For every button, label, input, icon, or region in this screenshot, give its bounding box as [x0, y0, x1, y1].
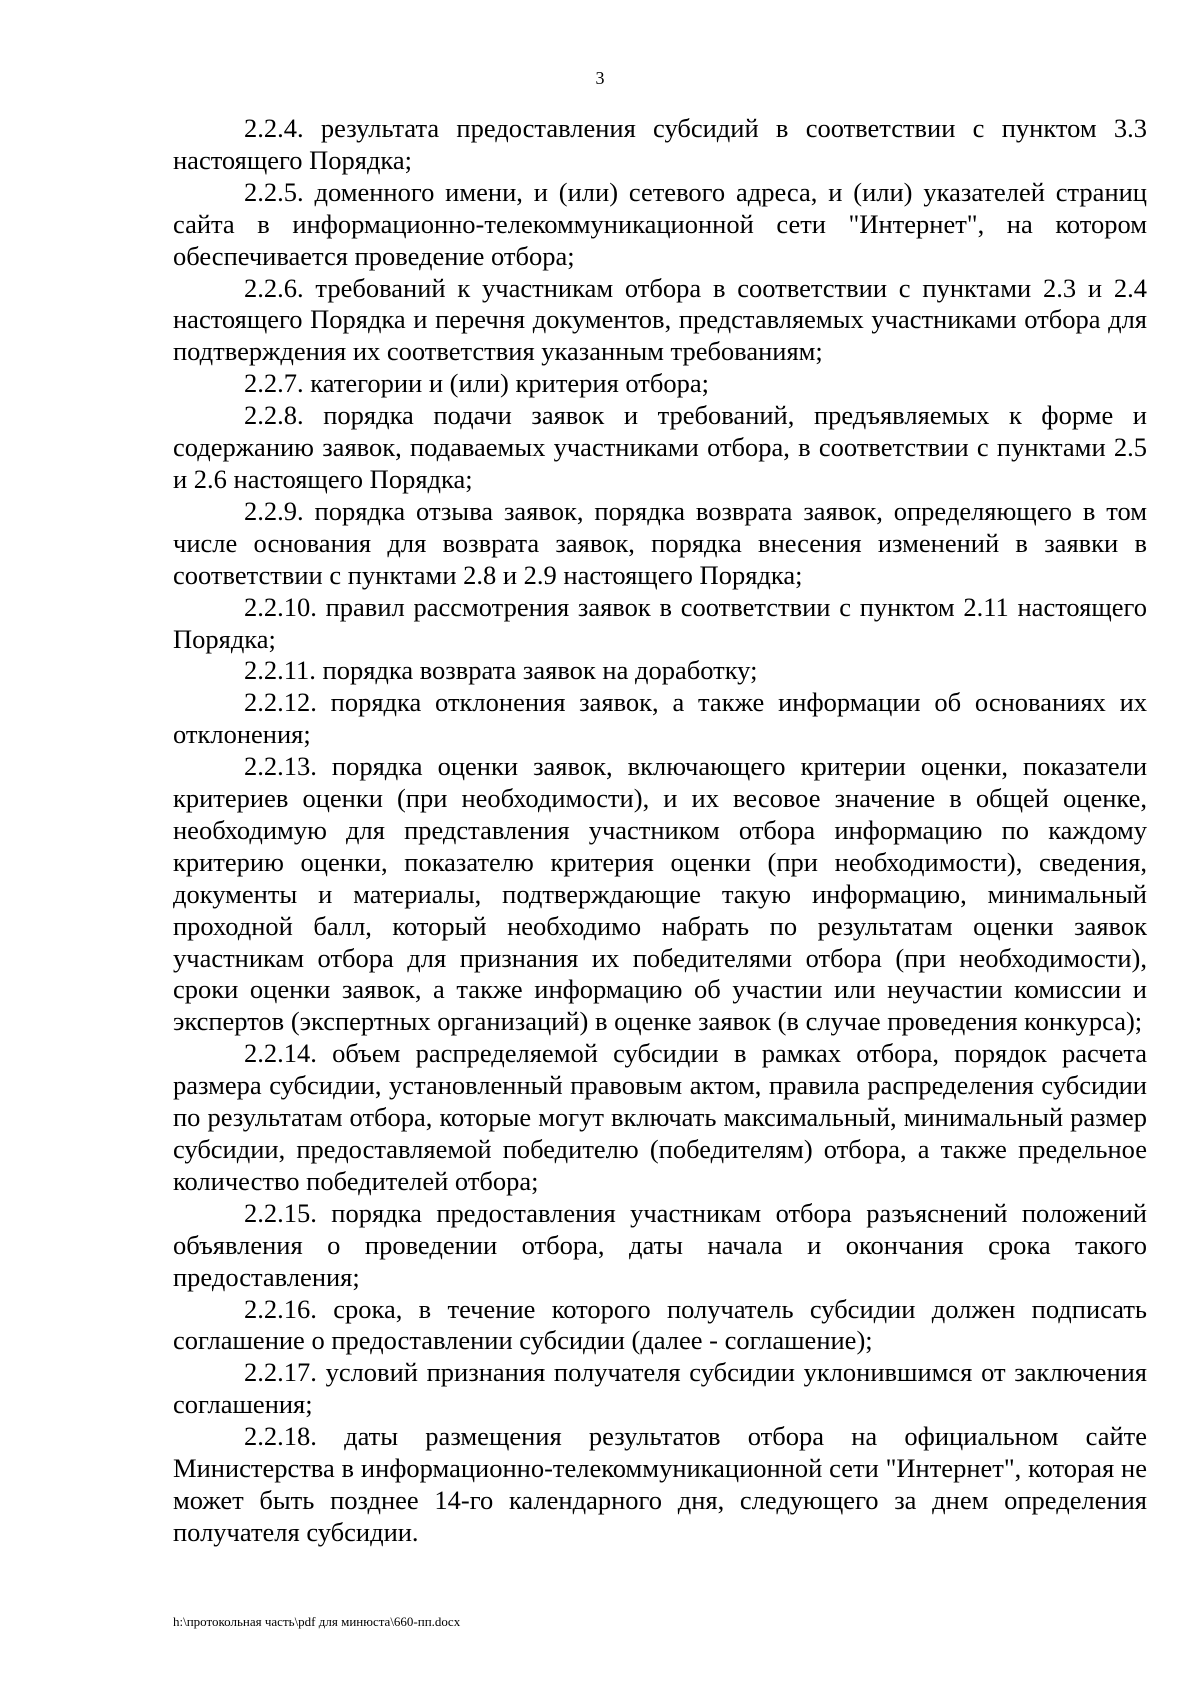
paragraph-2-2-11: 2.2.11. порядка возврата заявок на доработку; — [244, 655, 758, 686]
paragraph-2-2-5: 2.2.5. доменного имени, и (или) сетевого адреса, и (или) указателей страниц сайта в информационно-телекоммуникационной сети "Интернет", на котором обеспечивается проведение отбора; — [173, 176, 1147, 271]
paragraph-2-2-13: 2.2.13. порядка оценки заявок, включающего критерии оценки, показатели критериев оценки (при необходимости), и их весовое значение в общей оценке, необходимую для представления участником отбора информацию по каждому критерию оценки, показателю критерия оценки (при необходимости), сведения, документы и материалы, подтверждающие такую информацию, минимальный проходной балл, который необходимо набрать по результатам оценки заявок участникам отбора для признания их победителями отбора (при необходимости), сроки оценки заявок, а также информацию об участии или неучастии комиссии и экспертов (экспертных организаций) в оценке заявок (в случае проведения конкурса); — [173, 751, 1147, 1037]
paragraph-2-2-16: 2.2.16. срока, в течение которого получатель субсидии должен подписать соглашение о предоставлении субсидии (далее - соглашение); — [173, 1293, 1147, 1356]
document-body — [173, 113, 1147, 1549]
paragraph-2-2-18: 2.2.18. даты размещения результатов отбора на официальном сайте Министерства в информационно-телекоммуникационной сети "Интернет", которая не может быть позднее 14-го календарного дня, следующего за днем определения получателя субсидии. — [173, 1421, 1147, 1547]
paragraph-2-2-9: 2.2.9. порядка отзыва заявок, порядка возврата заявок, определяющего в том числе основания для возврата заявок, порядка внесения изменений в заявки в соответствии с пунктами 2.8 и 2.9 настоящего Порядка; — [173, 495, 1147, 590]
paragraph-2-2-12: 2.2.12. порядка отклонения заявок, а также информации об основаниях их отклонения; — [173, 687, 1147, 750]
page-number: 3 — [595, 68, 605, 88]
footer-file-path: h:\протокольная часть\pdf для минюста\660-пп.docx — [173, 1614, 461, 1629]
paragraph-2-2-17: 2.2.17. условий признания получателя субсидии уклонившимся от заключения соглашения; — [173, 1357, 1147, 1420]
paragraph-2-2-6: 2.2.6. требований к участникам отбора в соответствии с пунктами 2.3 и 2.4 настоящего Порядка и перечня документов, представляемых участниками отбора для подтверждения их соответствия указанным требованиям; — [173, 272, 1147, 367]
paragraph-2-2-14: 2.2.14. объем распределяемой субсидии в рамках отбора, порядок расчета размера субсидии, установленный правовым актом, правила распределения субсидии по результатам отбора, которые могут включать максимальный, минимальный размер субсидии, предоставляемой победителю (победителям) отбора, а также предельное количество победителей отбора; — [173, 1038, 1147, 1196]
paragraph-2-2-4: 2.2.4. результата предоставления субсидий в соответствии с пунктом 3.3 настоящего Порядка; — [173, 113, 1147, 175]
paragraph-2-2-10: 2.2.10. правил рассмотрения заявок в соответствии с пунктом 2.11 настоящего Порядка; — [173, 591, 1147, 654]
paragraph-2-2-8: 2.2.8. порядка подачи заявок и требований, предъявляемых к форме и содержанию заявок, подаваемых участниками отбора, в соответствии с пунктами 2.5 и 2.6 настоящего Порядка; — [173, 400, 1147, 494]
paragraph-2-2-15: 2.2.15. порядка предоставления участникам отбора разъяснений положений объявления о проведении отбора, даты начала и окончания срока такого предоставления; — [173, 1197, 1147, 1292]
paragraph-2-2-7: 2.2.7. категории и (или) критерия отбора; — [244, 368, 709, 399]
